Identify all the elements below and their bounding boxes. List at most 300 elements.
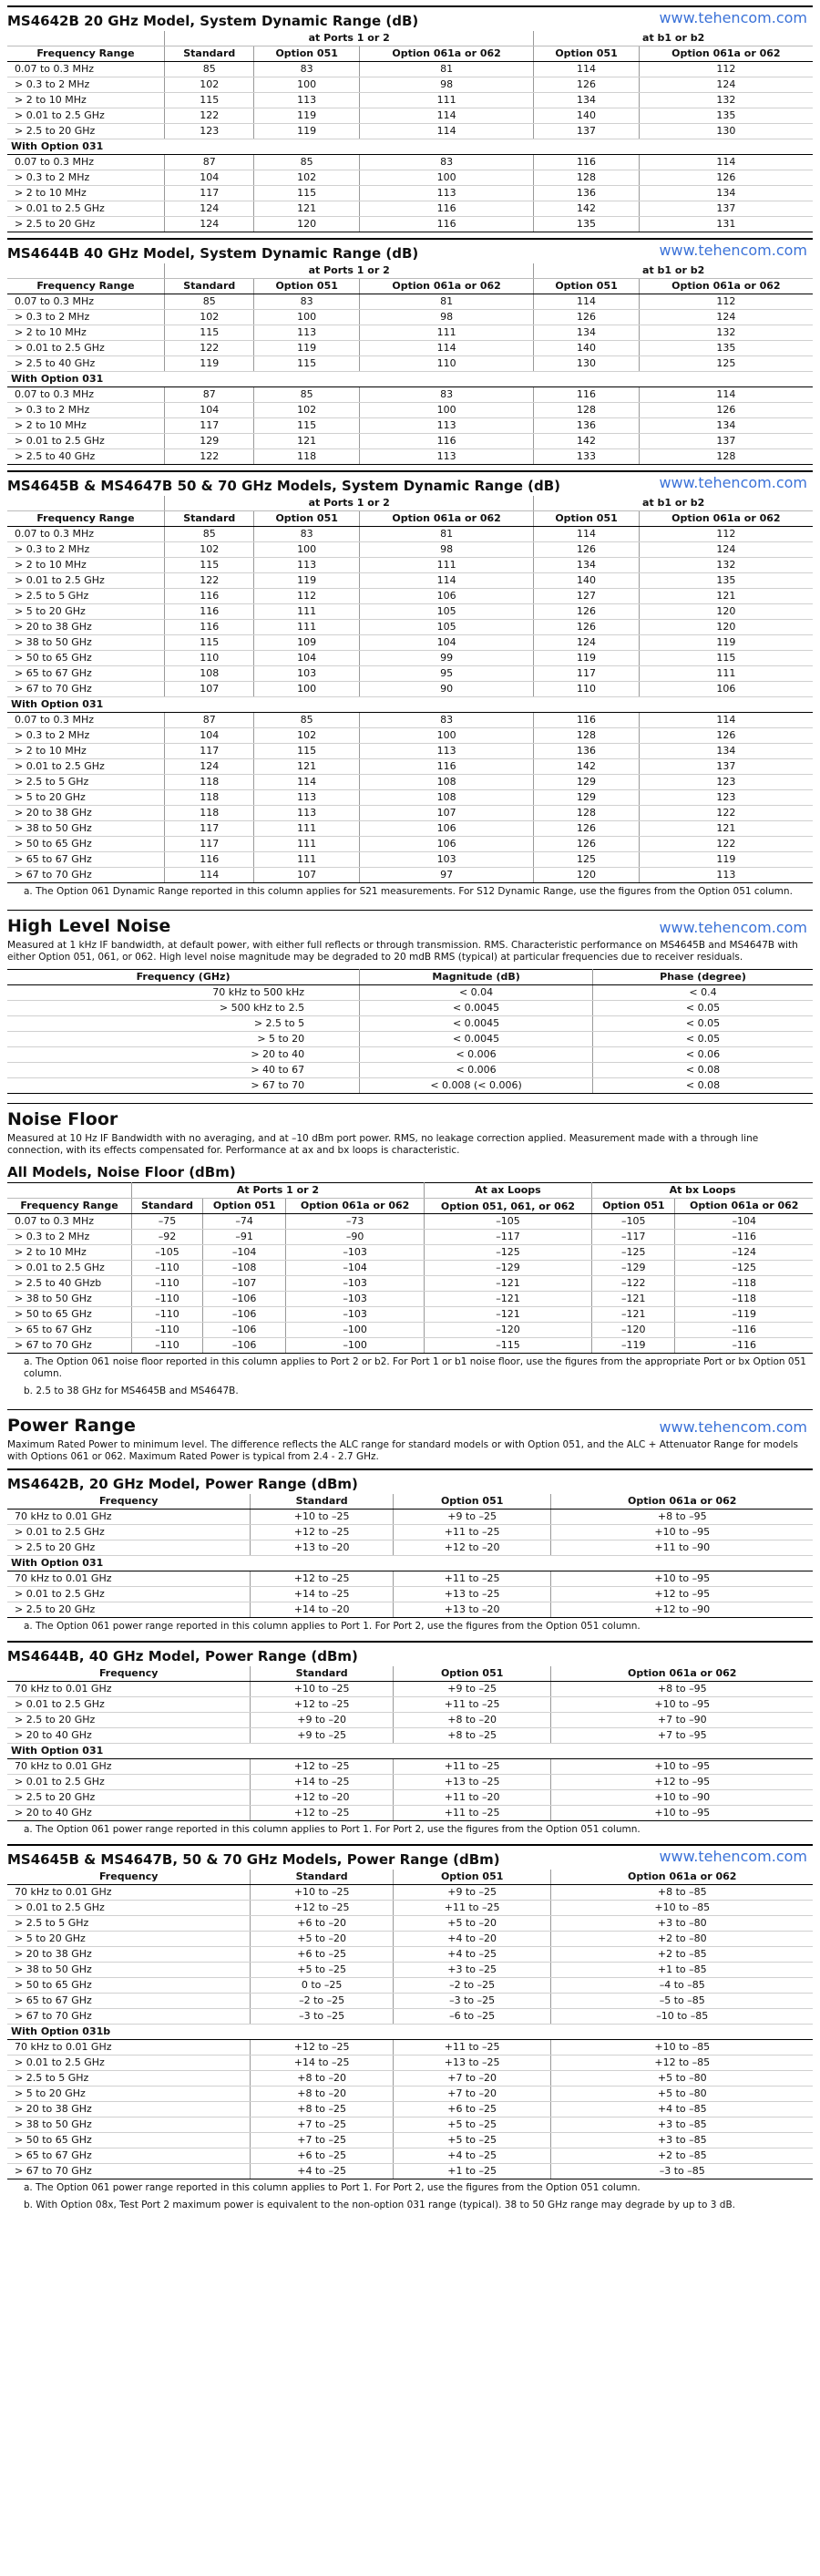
table-row xyxy=(7,1728,813,1744)
value-cell: 119 xyxy=(165,356,254,372)
value-cell: –105 xyxy=(592,1214,675,1230)
column-group-row xyxy=(7,496,813,511)
table-row xyxy=(7,2009,813,2025)
group-header-ports: at Ports 1 or 2 xyxy=(165,263,534,279)
value-cell: 85 xyxy=(254,155,359,170)
value-cell: –129 xyxy=(424,1261,591,1276)
frequency-cell: > 5 to 20 GHz xyxy=(7,790,165,806)
value-cell: 119 xyxy=(639,852,813,868)
value-cell: 100 xyxy=(359,170,533,186)
value-cell: 134 xyxy=(639,418,813,434)
value-cell: –104 xyxy=(286,1261,425,1276)
value-cell: 126 xyxy=(534,542,639,558)
subgroup-label: With Option 031 xyxy=(7,372,813,387)
frequency-cell: > 67 to 70 xyxy=(7,1078,360,1094)
frequency-cell: > 2.5 to 20 GHz xyxy=(7,1713,251,1728)
frequency-cell: > 5 to 20 GHz xyxy=(7,2087,251,2102)
value-cell: +3 to –85 xyxy=(551,2133,813,2148)
value-cell: –110 xyxy=(132,1292,203,1307)
value-cell: –105 xyxy=(424,1214,591,1230)
table-row xyxy=(7,1885,813,1901)
value-cell: 111 xyxy=(254,821,359,837)
column-header: Option 061a or 062 xyxy=(359,511,533,527)
column-header: Frequency xyxy=(7,1666,251,1682)
table-row xyxy=(7,713,813,728)
value-cell: +5 to –25 xyxy=(393,2133,551,2148)
value-cell: 112 xyxy=(639,294,813,310)
value-cell: 98 xyxy=(359,77,533,93)
column-headers xyxy=(7,1199,813,1214)
frequency-cell: 70 kHz to 500 kHz xyxy=(7,985,360,1001)
column-header: Option 061a or 062 xyxy=(675,1199,813,1214)
frequency-cell: > 65 to 67 GHz xyxy=(7,852,165,868)
value-cell: –118 xyxy=(675,1276,813,1292)
table-row xyxy=(7,1323,813,1338)
column-group-row xyxy=(7,263,813,279)
value-cell: 116 xyxy=(359,201,533,217)
value-cell: 142 xyxy=(534,434,639,449)
subgroup-header xyxy=(7,2025,813,2040)
empty-cell xyxy=(7,263,165,279)
value-cell: 142 xyxy=(534,759,639,775)
value-cell: 119 xyxy=(534,651,639,666)
frequency-cell: > 20 to 40 GHz xyxy=(7,1806,251,1821)
value-cell: 117 xyxy=(534,666,639,682)
value-cell: 116 xyxy=(359,434,533,449)
value-cell: 115 xyxy=(254,186,359,201)
value-cell: 114 xyxy=(359,573,533,589)
value-cell: +12 to –25 xyxy=(251,2040,393,2056)
value-cell: –120 xyxy=(424,1323,591,1338)
value-cell: –92 xyxy=(132,1230,203,1245)
frequency-cell: > 2.5 to 20 GHz xyxy=(7,1790,251,1806)
value-cell: 126 xyxy=(534,620,639,635)
value-cell: 135 xyxy=(534,217,639,232)
value-cell: 136 xyxy=(534,744,639,759)
value-cell: 116 xyxy=(165,620,254,635)
frequency-cell: 0.07 to 0.3 MHz xyxy=(7,294,165,310)
value-cell: < 0.0045 xyxy=(360,1016,593,1032)
sdr-table-block xyxy=(7,470,813,901)
value-cell: –105 xyxy=(132,1245,203,1261)
value-cell: +14 to –20 xyxy=(251,1602,393,1618)
value-cell: 116 xyxy=(359,759,533,775)
column-header: Frequency Range xyxy=(7,1199,132,1214)
value-cell: 97 xyxy=(359,868,533,883)
table-row xyxy=(7,1963,813,1978)
column-header: Option 051 xyxy=(534,511,639,527)
value-cell: 130 xyxy=(639,124,813,139)
value-cell: +12 to –95 xyxy=(551,1587,813,1602)
column-header: Standard xyxy=(165,511,254,527)
value-cell: –121 xyxy=(592,1292,675,1307)
value-cell: 108 xyxy=(359,790,533,806)
table-row xyxy=(7,666,813,682)
value-cell: 90 xyxy=(359,682,533,697)
value-cell: +10 to –95 xyxy=(551,1525,813,1540)
table-row xyxy=(7,759,813,775)
value-cell: +11 to –25 xyxy=(393,1901,551,1916)
value-cell: 140 xyxy=(534,341,639,356)
value-cell: 102 xyxy=(165,542,254,558)
value-cell: 114 xyxy=(359,124,533,139)
frequency-cell: 0.07 to 0.3 MHz xyxy=(7,62,165,77)
value-cell: +12 to –25 xyxy=(251,1901,393,1916)
value-cell: < 0.08 xyxy=(593,1063,813,1078)
value-cell: +3 to –25 xyxy=(393,1963,551,1978)
column-header: Option 061a or 062 xyxy=(286,1199,425,1214)
value-cell: 83 xyxy=(254,62,359,77)
table-row xyxy=(7,1775,813,1790)
value-cell: 119 xyxy=(254,108,359,124)
group-header-ports: at Ports 1 or 2 xyxy=(165,496,534,511)
value-cell: 106 xyxy=(359,821,533,837)
watermark: www.tehencom.com xyxy=(659,1418,807,1436)
table-row xyxy=(7,2040,813,2056)
frequency-cell: > 38 to 50 GHz xyxy=(7,635,165,651)
frequency-cell: 70 kHz to 0.01 GHz xyxy=(7,1759,251,1775)
table-row xyxy=(7,1214,813,1230)
value-cell: –121 xyxy=(592,1307,675,1323)
value-cell: +13 to –20 xyxy=(393,1602,551,1618)
value-cell: 108 xyxy=(165,666,254,682)
value-cell: +11 to –20 xyxy=(393,1790,551,1806)
frequency-cell: > 2.5 to 5 GHz xyxy=(7,2071,251,2087)
value-cell: –110 xyxy=(132,1338,203,1354)
value-cell: 111 xyxy=(359,325,533,341)
column-header: Frequency Range xyxy=(7,279,165,294)
table-row xyxy=(7,985,813,1001)
power-range-table-block xyxy=(7,1844,813,2214)
value-cell: +12 to –25 xyxy=(251,1759,393,1775)
value-cell: 105 xyxy=(359,604,533,620)
frequency-cell: > 2 to 10 MHz xyxy=(7,186,165,201)
value-cell: +11 to –25 xyxy=(393,1697,551,1713)
frequency-cell: > 5 to 20 GHz xyxy=(7,1932,251,1947)
value-cell: –129 xyxy=(592,1261,675,1276)
column-header: Option 051 xyxy=(254,46,359,62)
table-row xyxy=(7,1713,813,1728)
frequency-cell: 0.07 to 0.3 MHz xyxy=(7,387,165,403)
value-cell: +7 to –90 xyxy=(551,1713,813,1728)
value-cell: < 0.05 xyxy=(593,1016,813,1032)
value-cell: +5 to –25 xyxy=(251,1963,393,1978)
frequency-cell: > 5 to 20 xyxy=(7,1032,360,1047)
table-row xyxy=(7,62,813,77)
value-cell: 102 xyxy=(254,728,359,744)
value-cell: 115 xyxy=(254,356,359,372)
value-cell: +2 to –80 xyxy=(551,1932,813,1947)
table-row xyxy=(7,356,813,372)
subgroup-header xyxy=(7,697,813,713)
value-cell: 120 xyxy=(639,604,813,620)
column-header: Option 051 xyxy=(202,1199,285,1214)
value-cell: +11 to –25 xyxy=(393,2040,551,2056)
value-cell: 115 xyxy=(254,418,359,434)
value-cell: –3 to –25 xyxy=(393,1994,551,2009)
value-cell: –106 xyxy=(202,1307,285,1323)
footnote: a. The Option 061 noise floor reported in this column applies to Port 2 or b2. For Port 1 or b1 noise floor, use the figures from the appropriate Port or bx Option 051 column. xyxy=(24,1356,806,1379)
value-cell: +7 to –95 xyxy=(551,1728,813,1744)
table-row xyxy=(7,744,813,759)
value-cell: +4 to –20 xyxy=(393,1932,551,1947)
value-cell: 120 xyxy=(534,868,639,883)
frequency-cell: > 0.01 to 2.5 GHz xyxy=(7,341,165,356)
frequency-cell: > 2 to 10 MHz xyxy=(7,325,165,341)
frequency-cell: > 0.01 to 2.5 GHz xyxy=(7,1697,251,1713)
column-headers xyxy=(7,46,813,62)
value-cell: 87 xyxy=(165,713,254,728)
frequency-cell: > 67 to 70 GHz xyxy=(7,682,165,697)
value-cell: –119 xyxy=(675,1307,813,1323)
footnote: a. The Option 061 Dynamic Range reported in this column applies for S21 measurements. For S12 Dynamic Range, use the figures from the Option 051 column. xyxy=(24,886,793,897)
frequency-cell: > 0.01 to 2.5 GHz xyxy=(7,1261,132,1276)
table-title: All Models, Noise Floor (dBm) xyxy=(7,1164,236,1180)
value-cell: 100 xyxy=(359,403,533,418)
value-cell: –2 to –25 xyxy=(251,1994,393,2009)
table-row xyxy=(7,806,813,821)
value-cell: 112 xyxy=(639,62,813,77)
value-cell: +8 to –20 xyxy=(393,1713,551,1728)
value-cell: +6 to –25 xyxy=(251,2148,393,2164)
table-row xyxy=(7,1571,813,1587)
frequency-cell: > 38 to 50 GHz xyxy=(7,2117,251,2133)
value-cell: +12 to –25 xyxy=(251,1806,393,1821)
table-row xyxy=(7,1047,813,1063)
value-cell: 81 xyxy=(359,62,533,77)
frequency-cell: > 20 to 40 xyxy=(7,1047,360,1063)
column-header: Frequency xyxy=(7,1870,251,1885)
group-header-b: at b1 or b2 xyxy=(534,263,813,279)
power-range-table xyxy=(7,1666,813,1821)
frequency-cell: > 67 to 70 GHz xyxy=(7,1338,132,1354)
frequency-cell: > 0.01 to 2.5 GHz xyxy=(7,1525,251,1540)
value-cell: +13 to –20 xyxy=(251,1540,393,1556)
value-cell: 124 xyxy=(534,635,639,651)
column-headers xyxy=(7,1666,813,1682)
frequency-cell: > 65 to 67 GHz xyxy=(7,1323,132,1338)
value-cell: 116 xyxy=(534,155,639,170)
value-cell: 114 xyxy=(639,155,813,170)
value-cell: 99 xyxy=(359,651,533,666)
value-cell: 113 xyxy=(254,806,359,821)
value-cell: +12 to –25 xyxy=(251,1525,393,1540)
value-cell: 130 xyxy=(534,356,639,372)
value-cell: 105 xyxy=(359,620,533,635)
value-cell: 137 xyxy=(534,124,639,139)
value-cell: 134 xyxy=(534,558,639,573)
table-row xyxy=(7,1932,813,1947)
value-cell: 137 xyxy=(639,434,813,449)
table-row xyxy=(7,2117,813,2133)
value-cell: 81 xyxy=(359,294,533,310)
column-header: Magnitude (dB) xyxy=(360,970,593,985)
frequency-cell: > 2.5 to 20 GHz xyxy=(7,124,165,139)
sdr-table-block xyxy=(7,238,813,465)
value-cell: < 0.0045 xyxy=(360,1032,593,1047)
value-cell: 111 xyxy=(254,620,359,635)
value-cell: 125 xyxy=(534,852,639,868)
value-cell: 128 xyxy=(534,403,639,418)
section-title: Power Range xyxy=(7,1409,813,1437)
subgroup-header xyxy=(7,372,813,387)
frequency-cell: 70 kHz to 0.01 GHz xyxy=(7,1682,251,1697)
value-cell: 134 xyxy=(639,744,813,759)
frequency-cell: > 0.3 to 2 MHz xyxy=(7,1230,132,1245)
value-cell: < 0.006 xyxy=(360,1047,593,1063)
value-cell: 113 xyxy=(254,558,359,573)
column-header: Option 051 xyxy=(393,1870,551,1885)
table-row xyxy=(7,403,813,418)
value-cell: +10 to –85 xyxy=(551,2040,813,2056)
value-cell: +11 to –25 xyxy=(393,1525,551,1540)
table-row xyxy=(7,418,813,434)
value-cell: 137 xyxy=(639,201,813,217)
column-header: Option 061a or 062 xyxy=(551,1494,813,1510)
table-row xyxy=(7,124,813,139)
column-header: Option 061a or 062 xyxy=(359,46,533,62)
value-cell: 121 xyxy=(639,589,813,604)
subgroup-label: With Option 031 xyxy=(7,697,813,713)
frequency-cell: > 65 to 67 GHz xyxy=(7,666,165,682)
value-cell: 98 xyxy=(359,542,533,558)
value-cell: 111 xyxy=(359,93,533,108)
section-description: Maximum Rated Power to minimum level. The difference reflects the ALC range for standard models or with Option 051, and the ALC + Attenuator Range for models with Options 061 or 062. Maximum Rated Power is typical from 2.4 - 2.7 GHz. xyxy=(7,1439,798,1462)
group-header-ports: at Ports 1 or 2 xyxy=(165,31,534,46)
value-cell: +10 to –95 xyxy=(551,1697,813,1713)
value-cell: 100 xyxy=(359,728,533,744)
value-cell: +10 to –25 xyxy=(251,1885,393,1901)
dynamic-range-table xyxy=(7,31,813,232)
value-cell: +8 to –95 xyxy=(551,1682,813,1697)
value-cell: 106 xyxy=(639,682,813,697)
empty-cell xyxy=(7,31,165,46)
value-cell: 116 xyxy=(534,713,639,728)
value-cell: +10 to –90 xyxy=(551,1790,813,1806)
value-cell: 133 xyxy=(534,449,639,465)
value-cell: 115 xyxy=(165,93,254,108)
value-cell: +10 to –25 xyxy=(251,1510,393,1525)
value-cell: 126 xyxy=(534,310,639,325)
column-header: Option 061a or 062 xyxy=(639,511,813,527)
power-range-table xyxy=(7,1494,813,1618)
subgroup-label: With Option 031 xyxy=(7,1556,813,1571)
value-cell: –104 xyxy=(675,1214,813,1230)
value-cell: 103 xyxy=(254,666,359,682)
value-cell: < 0.008 (< 0.006) xyxy=(360,1078,593,1094)
value-cell: +1 to –25 xyxy=(393,2164,551,2179)
frequency-cell: > 2 to 10 MHz xyxy=(7,93,165,108)
footnote: a. The Option 061 power range reported in this column applies to Port 1. For Port 2, use the figures from the Option 051 column. xyxy=(24,1824,641,1835)
table-row xyxy=(7,1245,813,1261)
column-header: Option 061a or 062 xyxy=(551,1666,813,1682)
high-level-noise-table xyxy=(7,969,813,1094)
value-cell: –100 xyxy=(286,1323,425,1338)
table-row xyxy=(7,1806,813,1821)
value-cell: < 0.006 xyxy=(360,1063,593,1078)
value-cell: +1 to –85 xyxy=(551,1963,813,1978)
value-cell: 135 xyxy=(639,341,813,356)
value-cell: 111 xyxy=(254,604,359,620)
table-row xyxy=(7,821,813,837)
value-cell: +5 to –25 xyxy=(393,2117,551,2133)
table-row xyxy=(7,1587,813,1602)
value-cell: +5 to –80 xyxy=(551,2087,813,2102)
value-cell: 110 xyxy=(534,682,639,697)
value-cell: +12 to –25 xyxy=(251,1571,393,1587)
column-header: Option 051 xyxy=(534,279,639,294)
value-cell: < 0.08 xyxy=(593,1078,813,1094)
value-cell: 123 xyxy=(639,790,813,806)
frequency-cell: 70 kHz to 0.01 GHz xyxy=(7,1510,251,1525)
value-cell: 107 xyxy=(165,682,254,697)
column-header: Option 051, 061, or 062 xyxy=(424,1199,591,1214)
frequency-cell: 0.07 to 0.3 MHz xyxy=(7,1214,132,1230)
value-cell: 107 xyxy=(359,806,533,821)
value-cell: 118 xyxy=(165,790,254,806)
column-header: Frequency (GHz) xyxy=(7,970,360,985)
value-cell: 102 xyxy=(254,403,359,418)
table-row xyxy=(7,2148,813,2164)
value-cell: –73 xyxy=(286,1214,425,1230)
value-cell: –106 xyxy=(202,1323,285,1338)
value-cell: 126 xyxy=(534,821,639,837)
value-cell: –117 xyxy=(424,1230,591,1245)
value-cell: 127 xyxy=(534,589,639,604)
table-row xyxy=(7,170,813,186)
table-row xyxy=(7,1307,813,1323)
empty-cell xyxy=(7,496,165,511)
value-cell: +11 to –25 xyxy=(393,1571,551,1587)
value-cell: 117 xyxy=(165,821,254,837)
table-row xyxy=(7,1063,813,1078)
value-cell: 116 xyxy=(165,852,254,868)
value-cell: –115 xyxy=(424,1338,591,1354)
value-cell: 106 xyxy=(359,589,533,604)
table-title: MS4644B, 40 GHz Model, Power Range (dBm) xyxy=(7,1648,358,1664)
table-row xyxy=(7,341,813,356)
value-cell: –116 xyxy=(675,1323,813,1338)
column-header: Option 051 xyxy=(592,1199,675,1214)
table-row xyxy=(7,1901,813,1916)
value-cell: 117 xyxy=(165,418,254,434)
value-cell: 119 xyxy=(254,341,359,356)
frequency-cell: > 65 to 67 GHz xyxy=(7,1994,251,2009)
value-cell: +13 to –25 xyxy=(393,1775,551,1790)
dynamic-range-table xyxy=(7,263,813,465)
frequency-cell: 70 kHz to 0.01 GHz xyxy=(7,1885,251,1901)
value-cell: 132 xyxy=(639,325,813,341)
frequency-cell: > 2.5 to 5 xyxy=(7,1016,360,1032)
table-row xyxy=(7,449,813,465)
value-cell: +14 to –25 xyxy=(251,1775,393,1790)
footnote: b. 2.5 to 38 GHz for MS4645B and MS4647B. xyxy=(24,1386,239,1396)
value-cell: 117 xyxy=(165,186,254,201)
value-cell: 113 xyxy=(359,418,533,434)
value-cell: 121 xyxy=(254,434,359,449)
value-cell: 100 xyxy=(254,310,359,325)
table-row xyxy=(7,1292,813,1307)
value-cell: 87 xyxy=(165,155,254,170)
value-cell: 114 xyxy=(534,527,639,542)
value-cell: 132 xyxy=(639,558,813,573)
value-cell: 124 xyxy=(639,77,813,93)
value-cell: 124 xyxy=(165,201,254,217)
table-row xyxy=(7,1525,813,1540)
value-cell: 111 xyxy=(254,837,359,852)
value-cell: +10 to –95 xyxy=(551,1806,813,1821)
footnote: a. The Option 061 power range reported in this column applies to Port 1. For Port 2, use the figures from the Option 051 column. xyxy=(24,2182,641,2193)
